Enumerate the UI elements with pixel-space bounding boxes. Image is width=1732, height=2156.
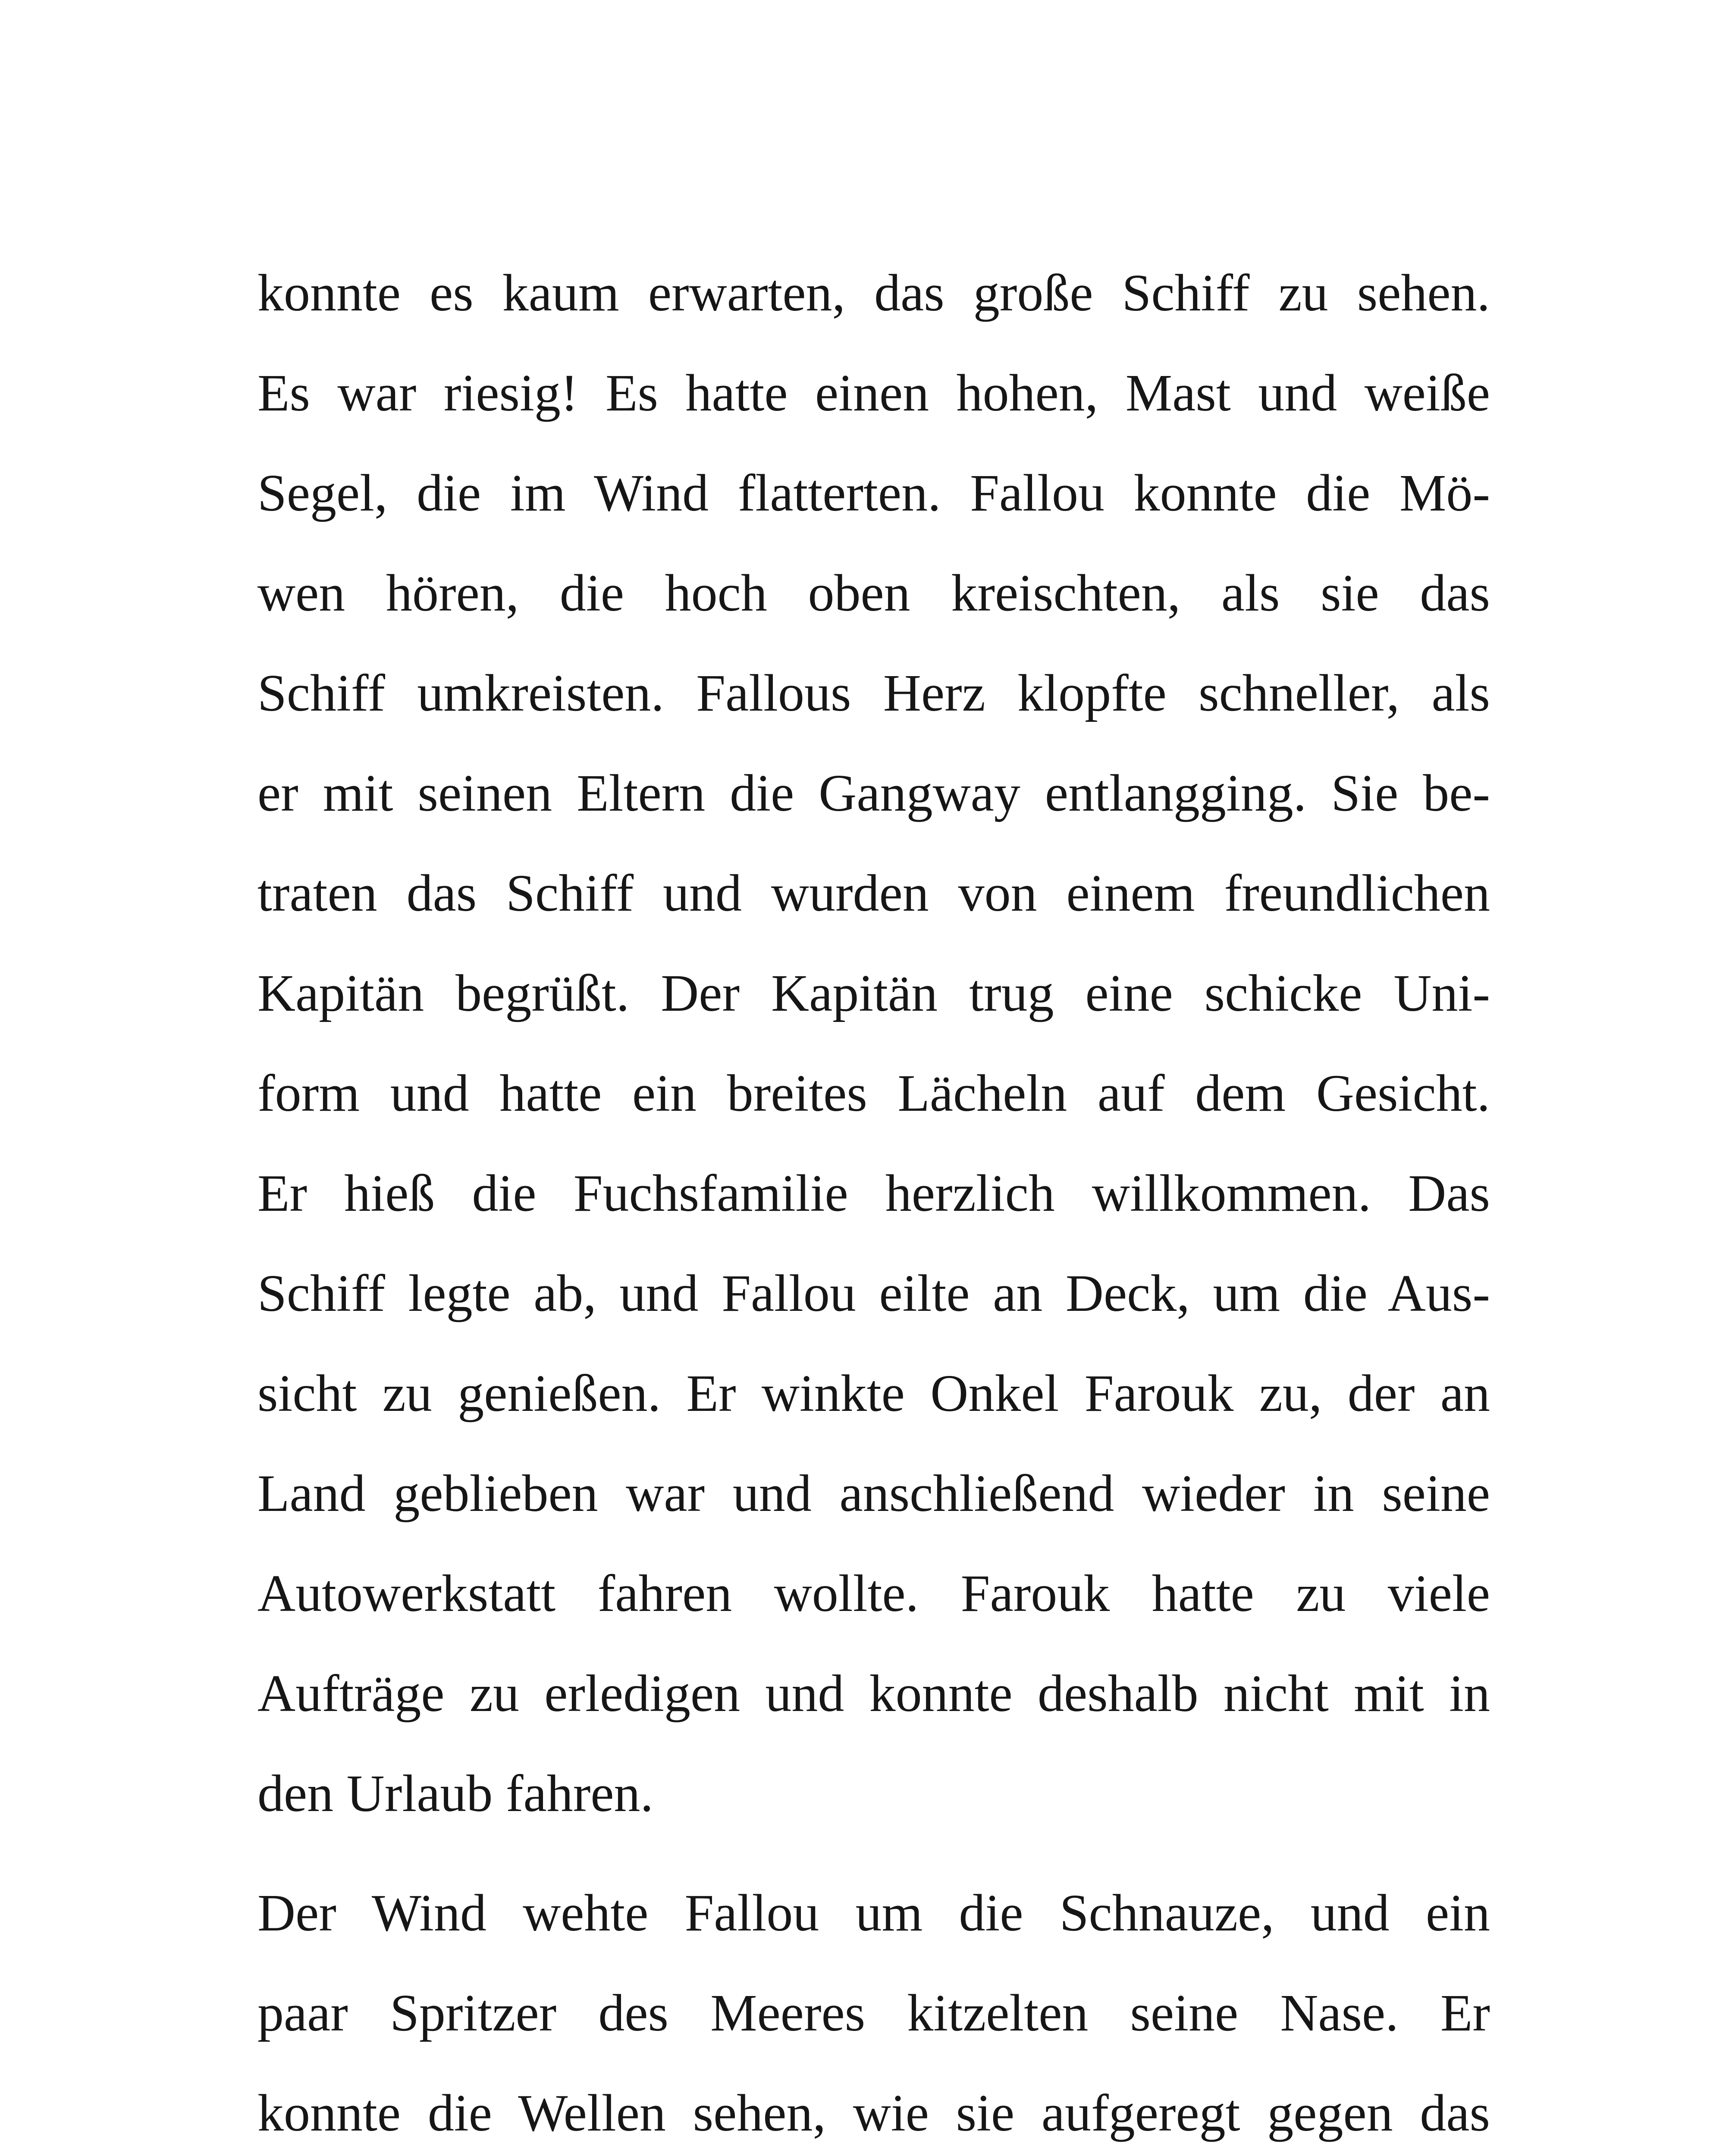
text-line: Kapitän begrüßt. Der Kapitän trug eine schicke Uni-: [257, 964, 1490, 1022]
text-line: er mit seinen Eltern die Gangway entlangging. Sie be-: [257, 764, 1490, 822]
text-line: Aufträge zu erledigen und konnte deshalb nicht mit in: [257, 1664, 1490, 1723]
text-line: konnte es kaum erwarten, das große Schiff zu sehen.: [257, 264, 1490, 322]
paragraph-spacer: [257, 1844, 1490, 1863]
text-line: Schiff legte ab, und Fallou eilte an Deck, um die Aus-: [257, 1264, 1490, 1322]
body-text: [257, 243, 1490, 2156]
paragraph-1: [257, 243, 1490, 1844]
text-line: Segel, die im Wind flatterten. Fallou konnte die Mö-: [257, 464, 1490, 522]
text-line: Es war riesig! Es hatte einen hohen, Mast und weiße: [257, 364, 1490, 422]
text-line: Autowerkstatt fahren wollte. Farouk hatte zu viele: [257, 1564, 1490, 1623]
text-line: traten das Schiff und wurden von einem freundlichen: [257, 864, 1490, 922]
paragraph-2: [257, 1863, 1490, 2156]
text-line: Der Wind wehte Fallou um die Schnauze, und ein: [257, 1884, 1490, 1942]
text-line: den Urlaub fahren.: [257, 1764, 653, 1823]
text-line: form und hatte ein breites Lächeln auf dem Gesicht.: [257, 1064, 1490, 1122]
text-line: Schiff umkreisten. Fallous Herz klopfte schneller, als: [257, 664, 1490, 722]
text-line: wen hören, die hoch oben kreischten, als sie das: [257, 564, 1490, 622]
text-line: Er hieß die Fuchsfamilie herzlich willkommen. Das: [257, 1164, 1490, 1222]
text-line: konnte die Wellen sehen, wie sie aufgeregt gegen das: [257, 2084, 1490, 2142]
text-line: paar Spritzer des Meeres kitzelten seine Nase. Er: [257, 1984, 1490, 2042]
text-line: sicht zu genießen. Er winkte Onkel Farouk zu, der an: [257, 1364, 1490, 1423]
text-line: Land geblieben war und anschließend wieder in seine: [257, 1464, 1490, 1523]
